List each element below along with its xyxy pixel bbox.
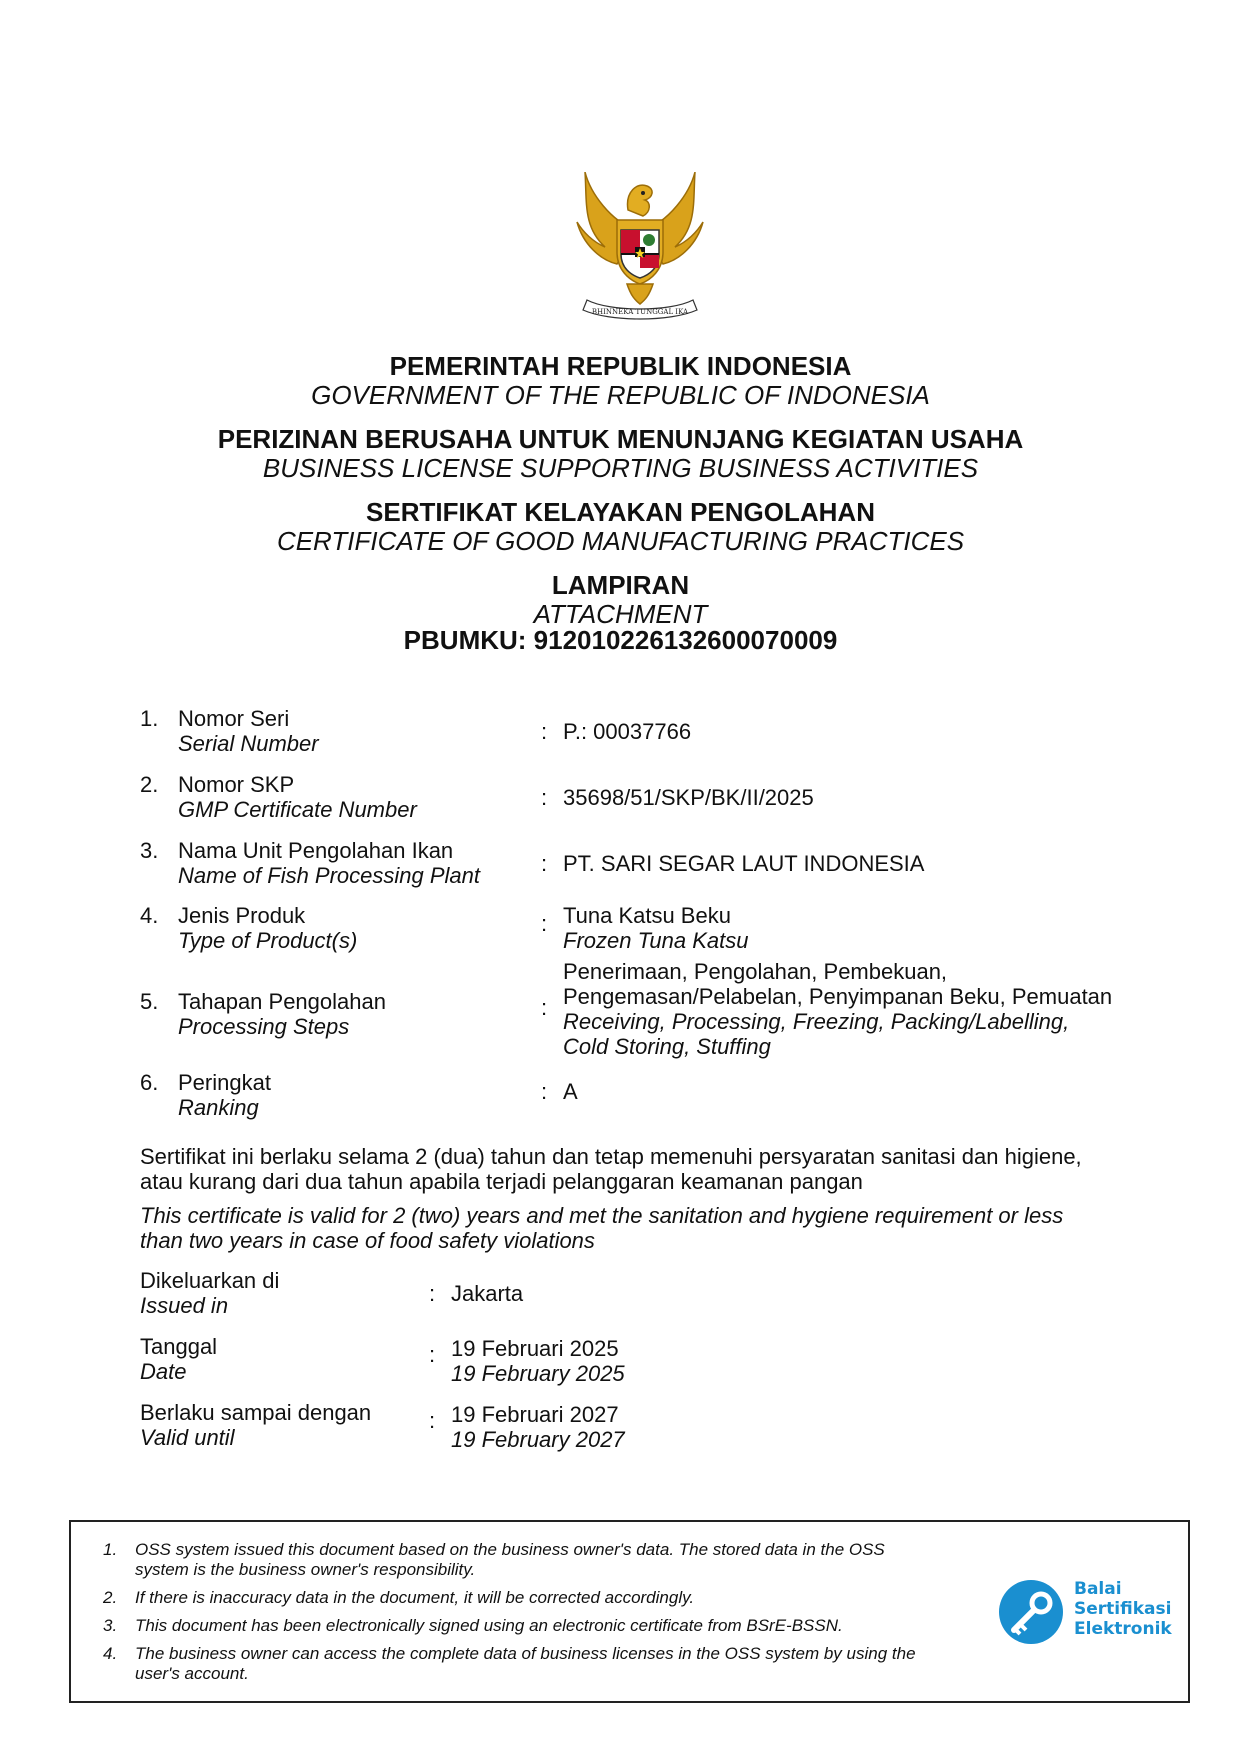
- item-value: P.: 00037766: [563, 719, 692, 744]
- note-line: If there is inaccuracy data in the document, it will be corrected accordingly.: [135, 1588, 695, 1607]
- colon: :: [541, 785, 548, 810]
- certificate-heading: [0, 498, 1241, 556]
- item-value-id-line2: Pengemasan/Pelabelan, Penyimpanan Beku, Pemuatan: [563, 984, 1113, 1009]
- government-heading: [0, 352, 1241, 410]
- item-label-id: Nama Unit Pengolahan Ikan: [178, 838, 454, 863]
- item-value: A: [563, 1079, 578, 1104]
- license-heading: [0, 425, 1241, 483]
- item-label-en: Serial Number: [178, 731, 319, 756]
- item-value-en-line1: Receiving, Processing, Freezing, Packing/Labelling,: [563, 1009, 1070, 1034]
- date-label-en: Date: [140, 1359, 187, 1384]
- colon: :: [429, 1408, 436, 1433]
- item-label-id: Peringkat: [178, 1070, 271, 1095]
- item-number: 3.: [140, 838, 159, 863]
- note-number: 3.: [103, 1616, 118, 1635]
- bsre-logo: [996, 1577, 1176, 1657]
- validity-en-line2: than two years in case of food safety violations: [140, 1228, 595, 1253]
- item-label-en: Type of Product(s): [178, 928, 358, 953]
- footer-note: [103, 1644, 993, 1684]
- note-line: system is the business owner's responsibility.: [135, 1560, 476, 1579]
- emblem-motto: BHINNEKA TUNGGAL IKA: [591, 308, 689, 316]
- garuda-emblem-icon: [565, 172, 715, 322]
- item-value: 35698/51/SKP/BK/II/2025: [563, 785, 814, 810]
- heading-attachment-id: LAMPIRAN: [551, 570, 690, 600]
- validity-id-line1: Sertifikat ini berlaku selama 2 (dua) tahun dan tetap memenuhi persyaratan sanitasi dan higiene,: [140, 1144, 1082, 1169]
- heading-attachment-en: ATTACHMENT: [533, 599, 708, 629]
- colon: :: [541, 995, 548, 1020]
- item-label-id: Jenis Produk: [178, 903, 306, 928]
- note-line: OSS system issued this document based on the business owner's data. The stored data in the OSS: [135, 1540, 885, 1559]
- validity-statement-en: [140, 1203, 1140, 1253]
- item-number: 1.: [140, 706, 159, 731]
- issued-in-label-en: Issued in: [140, 1293, 229, 1318]
- validity-id-line2: atau kurang dari dua tahun apabila terjadi pelanggaran keamanan pangan: [140, 1169, 863, 1194]
- note-number: 1.: [103, 1540, 118, 1559]
- colon: :: [541, 851, 548, 876]
- issued-in-label-id: Dikeluarkan di: [140, 1268, 280, 1293]
- valid-until-value-id: 19 Februari 2027: [451, 1402, 619, 1427]
- item-value: PT. SARI SEGAR LAUT INDONESIA: [563, 851, 925, 876]
- footer-note: [103, 1588, 993, 1608]
- footer-notes-list: [103, 1540, 993, 1692]
- colon: :: [541, 1079, 548, 1104]
- heading-government-id: PEMERINTAH REPUBLIK INDONESIA: [389, 351, 852, 381]
- date-value-en: 19 February 2025: [451, 1361, 625, 1386]
- item-label-en: Name of Fish Processing Plant: [178, 863, 481, 888]
- item-label-en: GMP Certificate Number: [178, 797, 417, 822]
- item-number: 5.: [140, 989, 159, 1014]
- pbumku-number: PBUMKU: 912010226132600070009: [403, 625, 838, 655]
- item-number: 4.: [140, 903, 159, 928]
- bsre-text-line: Sertifikasi: [1074, 1599, 1172, 1619]
- bsre-text-line: Elektronik: [1074, 1619, 1172, 1639]
- bsre-text-line: Balai: [1074, 1579, 1122, 1599]
- footer-note: [103, 1540, 993, 1580]
- colon: :: [541, 911, 548, 936]
- item-label-en: Ranking: [178, 1095, 259, 1120]
- item-value-en-line2: Cold Storing, Stuffing: [563, 1034, 771, 1059]
- footer-note: [103, 1616, 993, 1636]
- note-line: This document has been electronically signed using an electronic certificate from BSrE-BSSN.: [135, 1616, 843, 1635]
- item-number: 6.: [140, 1070, 159, 1095]
- note-number: 4.: [103, 1644, 118, 1663]
- item-number: 2.: [140, 772, 159, 797]
- heading-license-en: BUSINESS LICENSE SUPPORTING BUSINESS ACTIVITIES: [262, 453, 979, 483]
- attachment-heading: [0, 571, 1241, 629]
- issued-in-value: Jakarta: [451, 1281, 524, 1306]
- item-label-id: Nomor Seri: [178, 706, 290, 731]
- colon: :: [429, 1342, 436, 1367]
- colon: :: [429, 1281, 436, 1306]
- valid-until-label-en: Valid until: [140, 1425, 235, 1450]
- valid-until-value-en: 19 February 2027: [451, 1427, 625, 1452]
- colon: :: [541, 719, 548, 744]
- bsre-key-icon: [996, 1577, 1066, 1647]
- heading-government-en: GOVERNMENT OF THE REPUBLIC OF INDONESIA: [311, 380, 930, 410]
- validity-en-line1: This certificate is valid for 2 (two) years and met the sanitation and hygiene requirement or less: [140, 1203, 1064, 1228]
- item-label-id: Nomor SKP: [178, 772, 295, 797]
- item-label-en: Processing Steps: [178, 1014, 350, 1039]
- date-value-id: 19 Februari 2025: [451, 1336, 619, 1361]
- footer-notes-box: [69, 1520, 1190, 1703]
- note-line: The business owner can access the complete data of business licenses in the OSS system by using the: [135, 1644, 916, 1663]
- date-label-id: Tanggal: [140, 1334, 218, 1359]
- item-value-id: Tuna Katsu Beku: [563, 903, 731, 928]
- valid-until-label-id: Berlaku sampai dengan: [140, 1400, 372, 1425]
- bsre-logo-text: [1074, 1579, 1172, 1639]
- validity-statement-id: [140, 1144, 1140, 1194]
- item-label-id: Tahapan Pengolahan: [178, 989, 386, 1014]
- heading-certificate-id: SERTIFIKAT KELAYAKAN PENGOLAHAN: [366, 497, 875, 527]
- heading-certificate-en: CERTIFICATE OF GOOD MANUFACTURING PRACTICES: [276, 526, 965, 556]
- note-number: 2.: [103, 1588, 118, 1607]
- item-value-en: Frozen Tuna Katsu: [563, 928, 749, 953]
- item-value-id-line1: Penerimaan, Pengolahan, Pembekuan,: [563, 959, 948, 984]
- heading-license-id: PERIZINAN BERUSAHA UNTUK MENUNJANG KEGIATAN USAHA: [217, 424, 1024, 454]
- note-line: user's account.: [135, 1664, 249, 1683]
